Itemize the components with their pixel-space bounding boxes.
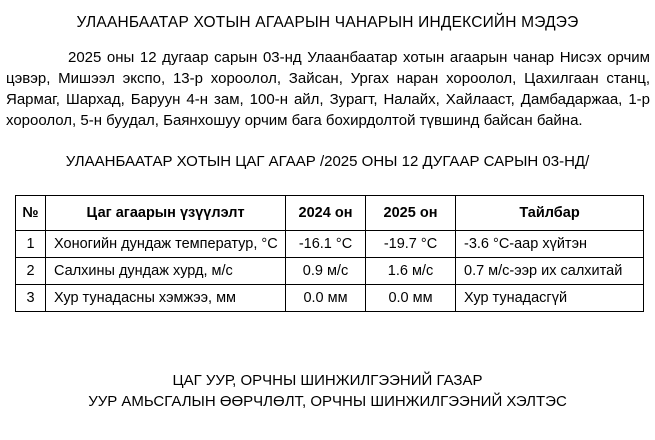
footer-agency-line: ЦАГ УУР, ОРЧНЫ ШИНЖИЛГЭЭНИЙ ГАЗАР [172,372,483,389]
air-quality-summary-paragraph: 2025 оны 12 дугаар сарын 03-нд Улаанбаатар хотын агаарын чанар Нисэх орчим цэвэр, Мишээл экспо, 13-р хороолол, Зайсан, Ургах наран хороолол, Цахилгаан станц, Яармаг, Шархад, Баруун 4-н зам, 100-н айл, Зурагт, Налайх, Хайлааст, Дамбадаржаа, 1-р хороолол, 5-н буудал, Баянхошуу орчим бага бохирдолтой түвшинд байсан байна. [6,49,650,129]
table-row [16,258,644,285]
table-cell-note: -3.6 °С-аар хүйтэн [456,231,644,258]
table-cell-2025-value: 1.6 м/с [366,258,456,285]
footer-department-line: УУР АМЬСГАЛЫН ӨӨРЧЛӨЛТ, ОРЧНЫ ШИНЖИЛГЭЭНИЙ ХЭЛТЭС [88,393,567,410]
weather-table [15,195,644,312]
table-cell-2024-value: -16.1 °С [286,231,366,258]
column-header-2025: 2025 он [366,196,456,231]
table-header-row [16,196,644,231]
table-cell-indicator: Хур тунадасны хэмжээ, мм [46,285,286,312]
weather-section-title: УЛААНБААТАР ХОТЫН ЦАГ АГААР /2025 ОНЫ 12 ДУГААР САРЫН 03-НД/ [65,153,590,170]
table-cell-2025-value: 0.0 мм [366,285,456,312]
table-cell-2024-value: 0.9 м/с [286,258,366,285]
table-row [16,231,644,258]
report-title: УЛААНБААТАР ХОТЫН АГААРЫН ЧАНАРЫН ИНДЕКСИЙН МЭДЭЭ [76,14,579,31]
table-cell-note: 0.7 м/с-ээр их салхитай [456,258,644,285]
column-header-number: № [16,196,46,231]
table-cell-note: Хур тунадасгүй [456,285,644,312]
table-cell-row-number: 1 [16,231,46,258]
table-cell-row-number: 2 [16,258,46,285]
table-cell-2024-value: 0.0 мм [286,285,366,312]
table-cell-2025-value: -19.7 °С [366,231,456,258]
column-header-indicator: Цаг агаарын үзүүлэлт [46,196,286,231]
table-cell-indicator: Хоногийн дундаж температур, °С [46,231,286,258]
table-row [16,285,644,312]
table-cell-indicator: Салхины дундаж хурд, м/с [46,258,286,285]
footer [0,370,655,412]
column-header-note: Тайлбар [456,196,644,231]
table-cell-row-number: 3 [16,285,46,312]
column-header-2024: 2024 он [286,196,366,231]
